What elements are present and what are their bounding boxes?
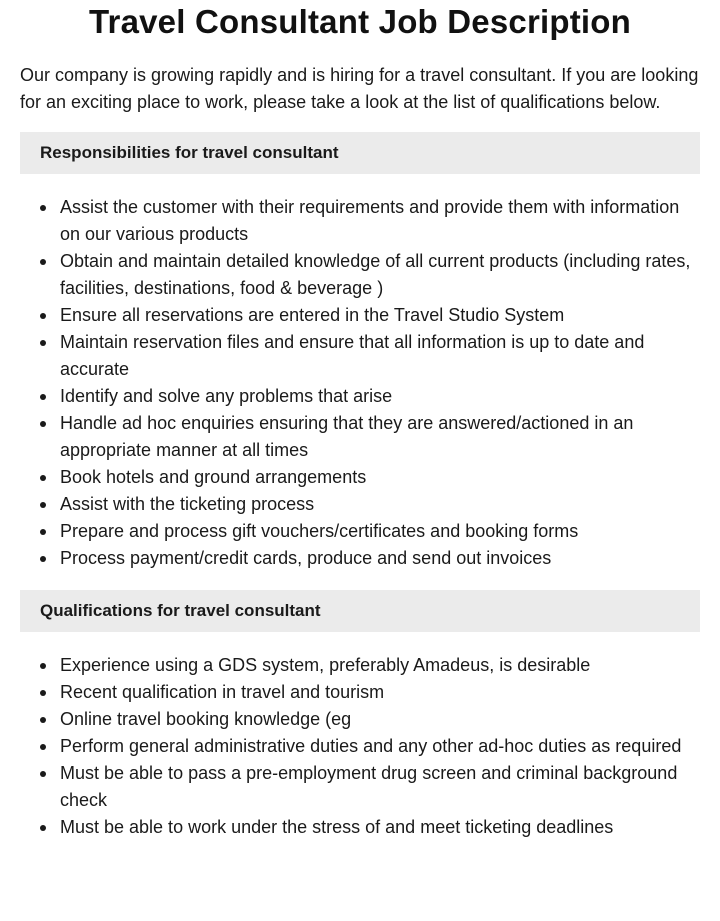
list-item-text: Assist with the ticketing process [60, 494, 315, 514]
list-item [20, 679, 700, 706]
list-item [20, 491, 700, 518]
list-item [20, 248, 700, 302]
bullet-icon [40, 502, 46, 508]
bullet-icon [40, 421, 46, 427]
list-item-text: Ensure all reservations are entered in the Travel Studio System [60, 305, 565, 325]
qualifications-heading: Qualifications for travel consultant [20, 590, 700, 632]
bullet-icon [40, 475, 46, 481]
list-item [20, 464, 700, 491]
list-item-text: Maintain reservation files and ensure that all information is up to date and accurate [60, 332, 645, 379]
list-item-text: Identify and solve any problems that arise [60, 386, 393, 406]
bullet-icon [40, 205, 46, 211]
bullet-icon [40, 717, 46, 723]
bullet-icon [40, 529, 46, 535]
list-item [20, 194, 700, 248]
list-item-text: Obtain and maintain detailed knowledge of all current products (including rates, facilities, destinations, food & beverage ) [60, 251, 691, 298]
list-item-text: Perform general administrative duties and any other ad-hoc duties as required [60, 736, 682, 756]
intro-paragraph: Our company is growing rapidly and is hiring for a travel consultant. If you are looking for an exciting place to work, please take a look at the list of qualifications below. [20, 65, 699, 112]
list-item [20, 652, 700, 679]
bullet-icon [40, 825, 46, 831]
list-item-text: Assist the customer with their requirements and provide them with information on our various products [60, 197, 680, 244]
list-item [20, 545, 700, 572]
bullet-icon [40, 259, 46, 265]
list-item-text: Must be able to pass a pre-employment drug screen and criminal background check [60, 763, 678, 810]
bullet-icon [40, 690, 46, 696]
bullet-icon [40, 744, 46, 750]
list-item [20, 706, 700, 733]
responsibilities-list [20, 194, 700, 572]
list-item [20, 410, 700, 464]
list-item-text: Recent qualification in travel and tourism [60, 682, 385, 702]
list-item [20, 760, 700, 814]
qualifications-list [20, 652, 700, 841]
list-item [20, 383, 700, 410]
list-item [20, 814, 700, 841]
bullet-icon [40, 663, 46, 669]
list-item [20, 302, 700, 329]
list-item-text: Book hotels and ground arrangements [60, 467, 367, 487]
responsibilities-heading: Responsibilities for travel consultant [20, 132, 700, 174]
bullet-icon [40, 771, 46, 777]
list-item-text: Process payment/credit cards, produce and send out invoices [60, 548, 552, 568]
bullet-icon [40, 313, 46, 319]
bullet-icon [40, 340, 46, 346]
list-item [20, 733, 700, 760]
list-item-text: Prepare and process gift vouchers/certificates and booking forms [60, 521, 579, 541]
list-item-text: Online travel booking knowledge (eg [60, 709, 352, 729]
bullet-icon [40, 556, 46, 562]
bullet-icon [40, 394, 46, 400]
list-item-text: Experience using a GDS system, preferably Amadeus, is desirable [60, 655, 591, 675]
list-item [20, 329, 700, 383]
list-item-text: Must be able to work under the stress of and meet ticketing deadlines [60, 817, 614, 837]
list-item-text: Handle ad hoc enquiries ensuring that they are answered/actioned in an appropriate manner at all times [60, 413, 634, 460]
page-title: Travel Consultant Job Description [88, 3, 632, 40]
list-item [20, 518, 700, 545]
